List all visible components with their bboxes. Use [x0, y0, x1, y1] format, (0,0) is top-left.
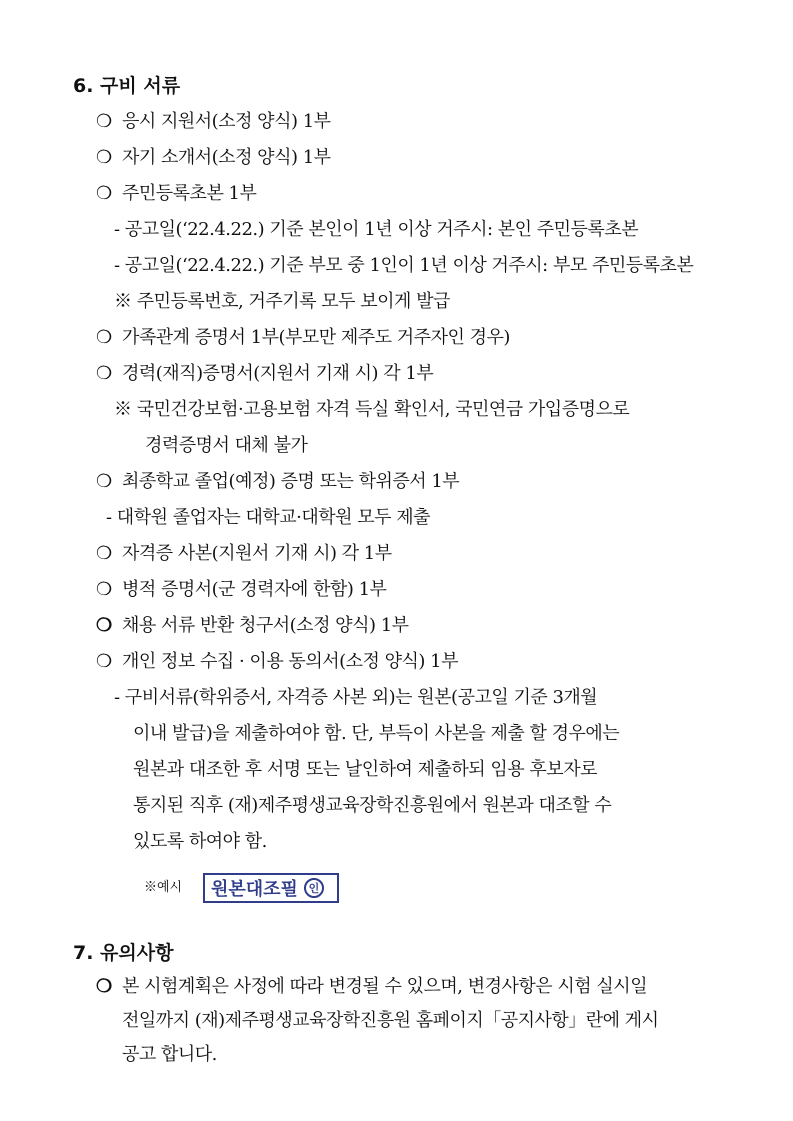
bullet-shadow-circle-icon: ❍ — [96, 615, 112, 636]
sub-item-continuation: 원본과 대조한 후 서명 또는 날인하여 제출하되 임용 후보자로 — [133, 759, 597, 780]
list-item-continuation: 공고 합니다. — [122, 1044, 217, 1065]
list-item: ❍ 주민등록초본 1부 — [96, 183, 257, 204]
seal-icon: 인 — [304, 878, 324, 898]
example-label: ※예시 — [144, 880, 183, 895]
note-item: ※ 주민등록번호, 거주기록 모두 보이게 발급 — [114, 291, 450, 312]
bullet-circle-icon: ❍ — [96, 543, 112, 564]
list-item: ❍ 가족관계 증명서 1부(부모만 제주도 거주자인 경우) — [96, 327, 510, 348]
list-item: ❍ 개인 정보 수집 · 이용 동의서(소정 양식) 1부 — [96, 651, 458, 672]
list-item: ❍ 채용 서류 반환 청구서(소정 양식) 1부 — [96, 615, 409, 636]
bullet-circle-icon: ❍ — [96, 579, 112, 600]
bullet-circle-icon: ❍ — [96, 111, 112, 132]
stamp-text: 원본대조필 — [211, 879, 298, 900]
sub-item-continuation: 통지된 직후 (재)제주평생교육장학진흥원에서 원본과 대조할 수 — [133, 795, 612, 816]
sub-item: - 구비서류(학위증서, 자격증 사본 외)는 원본(공고일 기준 3개월 — [114, 687, 598, 708]
note-continuation: 경력증명서 대체 불가 — [145, 435, 308, 456]
sub-item-continuation: 있도록 하여야 함. — [133, 831, 267, 852]
bullet-circle-icon: ❍ — [96, 363, 112, 384]
list-item: ❍ 본 시험계획은 사정에 따라 변경될 수 있으며, 변경사항은 시험 실시일 — [96, 976, 648, 997]
bullet-circle-icon: ❍ — [96, 183, 112, 204]
sub-item: - 공고일(‘22.4.22.) 기준 본인이 1년 이상 거주시: 본인 주민등록초본 — [114, 219, 639, 240]
sub-item: - 공고일(‘22.4.22.) 기준 부모 중 1인이 1년 이상 거주시: 부모 주민등록초본 — [114, 255, 694, 276]
list-item: ❍ 자기 소개서(소정 양식) 1부 — [96, 147, 331, 168]
bullet-circle-icon: ❍ — [96, 651, 112, 672]
bullet-circle-icon: ❍ — [96, 147, 112, 168]
section-7-title: 7. 유의사항 — [73, 942, 174, 964]
bullet-shadow-circle-icon: ❍ — [96, 976, 112, 997]
list-item: ❍ 경력(재직)증명서(지원서 기재 시) 각 1부 — [96, 363, 434, 384]
sub-item: - 대학원 졸업자는 대학교·대학원 모두 제출 — [106, 507, 431, 528]
sub-item-continuation: 이내 발급)을 제출하여야 함. 단, 부득이 사본을 제출 할 경우에는 — [133, 723, 620, 744]
section-6-title: 6. 구비 서류 — [73, 75, 181, 97]
list-item-continuation: 전일까지 (재)제주평생교육장학진흥원 홈페이지「공지사항」란에 게시 — [122, 1010, 659, 1031]
bullet-circle-icon: ❍ — [96, 471, 112, 492]
list-item: ❍ 응시 지원서(소정 양식) 1부 — [96, 111, 331, 132]
bullet-circle-icon: ❍ — [96, 327, 112, 348]
original-verified-stamp — [203, 873, 339, 903]
list-item: ❍ 자격증 사본(지원서 기재 시) 각 1부 — [96, 543, 392, 564]
note-item: ※ 국민건강보험·고용보험 자격 득실 확인서, 국민연금 가입증명으로 — [114, 399, 630, 420]
list-item: ❍ 병적 증명서(군 경력자에 한함) 1부 — [96, 579, 387, 600]
list-item: ❍ 최종학교 졸업(예정) 증명 또는 학위증서 1부 — [96, 471, 460, 492]
